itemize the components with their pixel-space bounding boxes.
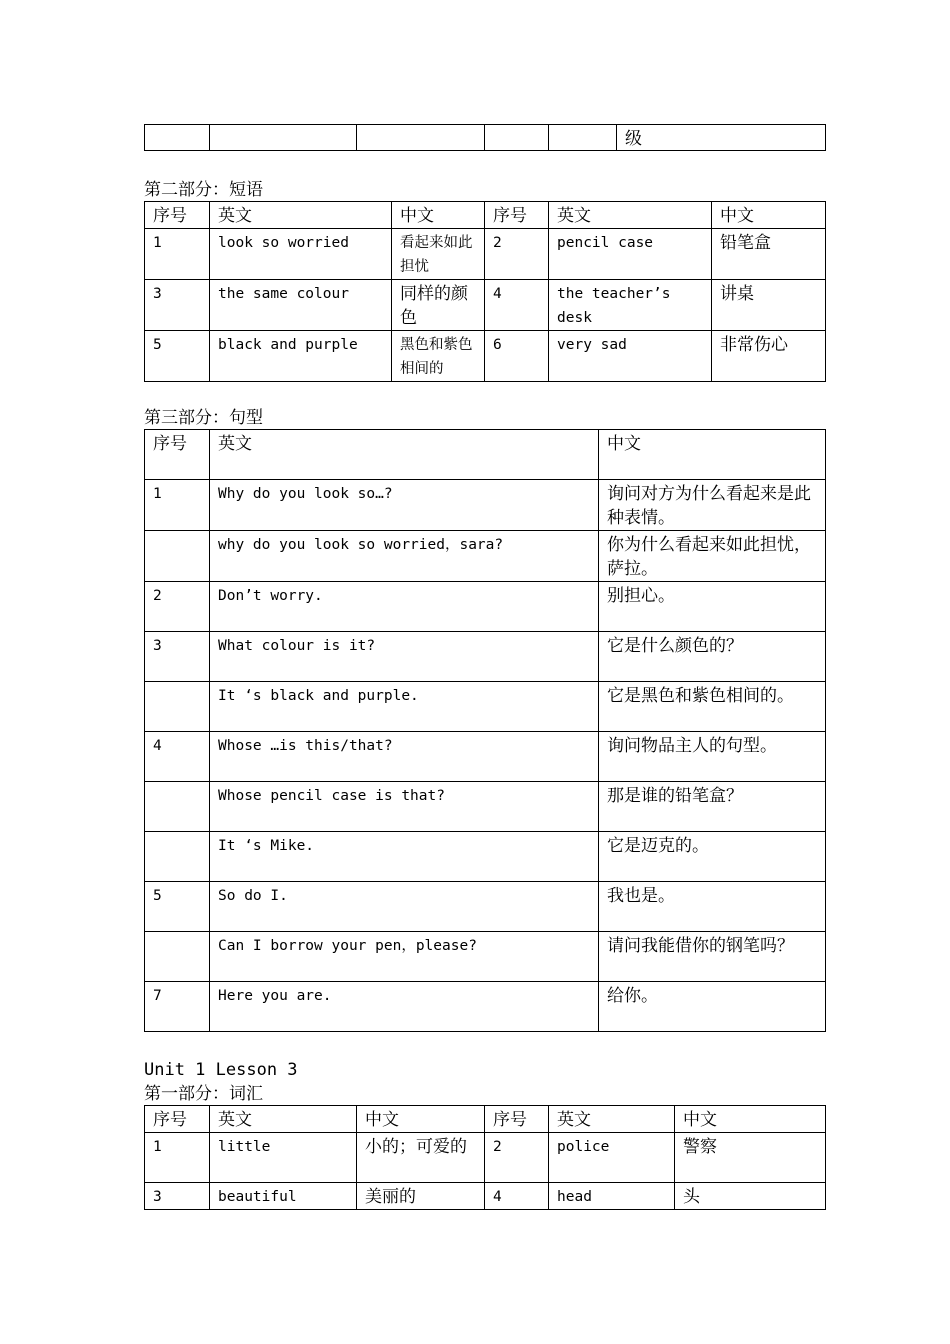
cell: 2 bbox=[485, 229, 549, 280]
cell: 头 bbox=[675, 1183, 826, 1210]
header-cell: 英文 bbox=[549, 202, 712, 229]
cell: Why do you look so…? bbox=[210, 480, 599, 531]
cell: 4 bbox=[485, 1183, 549, 1210]
header-cell: 序号 bbox=[485, 1106, 549, 1133]
cell: 4 bbox=[485, 280, 549, 331]
cell: Whose pencil case is that? bbox=[210, 782, 599, 832]
cell: 5 bbox=[145, 331, 210, 382]
cell: It ‘s Mike. bbox=[210, 832, 599, 882]
cell: the same colour bbox=[210, 280, 392, 331]
cell: 1 bbox=[145, 480, 210, 531]
cell: 它是黑色和紫色相间的。 bbox=[599, 682, 826, 732]
cell bbox=[145, 832, 210, 882]
cell: police bbox=[549, 1133, 675, 1183]
cell: What colour is it? bbox=[210, 632, 599, 682]
header-cell: 中文 bbox=[599, 430, 826, 480]
cell: little bbox=[210, 1133, 357, 1183]
cell: 5 bbox=[145, 882, 210, 932]
cell: 2 bbox=[145, 582, 210, 632]
cell: 同样的颜色 bbox=[392, 280, 485, 331]
cell: pencil case bbox=[549, 229, 712, 280]
cell: So do I. bbox=[210, 882, 599, 932]
cell: 你为什么看起来如此担忧，萨拉。 bbox=[599, 531, 826, 582]
header-cell: 中文 bbox=[392, 202, 485, 229]
cell: 看起来如此担忧 bbox=[392, 229, 485, 280]
cell: look so worried bbox=[210, 229, 392, 280]
table-row bbox=[145, 782, 826, 832]
cell: 铅笔盒 bbox=[712, 229, 826, 280]
cell bbox=[145, 682, 210, 732]
cell: head bbox=[549, 1183, 675, 1210]
cell: 别担心。 bbox=[599, 582, 826, 632]
cell: 询问物品主人的句型。 bbox=[599, 732, 826, 782]
header-cell: 序号 bbox=[145, 430, 210, 480]
phrases-table bbox=[144, 201, 826, 382]
table-row bbox=[145, 331, 826, 382]
header-cell: 序号 bbox=[485, 202, 549, 229]
table-row bbox=[145, 1183, 826, 1210]
cell bbox=[357, 125, 485, 151]
cell: It ‘s black and purple. bbox=[210, 682, 599, 732]
header-cell: 英文 bbox=[210, 1106, 357, 1133]
top-fragment-table bbox=[144, 124, 826, 151]
table-row bbox=[145, 732, 826, 782]
cell: 小的；可爱的 bbox=[357, 1133, 485, 1183]
header-cell: 序号 bbox=[145, 1106, 210, 1133]
cell: 3 bbox=[145, 1183, 210, 1210]
cell: the teacher’s desk bbox=[549, 280, 712, 331]
cell: 我也是。 bbox=[599, 882, 826, 932]
table-row bbox=[145, 480, 826, 531]
table-row bbox=[145, 531, 826, 582]
table-row bbox=[145, 682, 826, 732]
cell: 给你。 bbox=[599, 982, 826, 1032]
table-row bbox=[145, 982, 826, 1032]
header-cell: 英文 bbox=[210, 430, 599, 480]
cell: 2 bbox=[485, 1133, 549, 1183]
cell: black and purple bbox=[210, 331, 392, 382]
cell: 询问对方为什么看起来是此种表情。 bbox=[599, 480, 826, 531]
cell: 黑色和紫色相间的 bbox=[392, 331, 485, 382]
cell: very sad bbox=[549, 331, 712, 382]
cell bbox=[145, 531, 210, 582]
cell: 它是什么颜色的？ bbox=[599, 632, 826, 682]
table-row bbox=[145, 632, 826, 682]
cell: Whose …is this/that? bbox=[210, 732, 599, 782]
cell: 非常伤心 bbox=[712, 331, 826, 382]
cell: 讲桌 bbox=[712, 280, 826, 331]
table-row bbox=[145, 932, 826, 982]
cell: 1 bbox=[145, 229, 210, 280]
cell: Can I borrow your pen，please? bbox=[210, 932, 599, 982]
section2-title: 第二部分：短语 bbox=[144, 180, 263, 200]
cell bbox=[145, 932, 210, 982]
cell: why do you look so worried，sara? bbox=[210, 531, 599, 582]
table-row bbox=[145, 280, 826, 331]
table-row bbox=[145, 229, 826, 280]
unit-heading: Unit 1 Lesson 3 bbox=[144, 1060, 298, 1080]
cell: 美丽的 bbox=[357, 1183, 485, 1210]
cell: 4 bbox=[145, 732, 210, 782]
vocabulary-table bbox=[144, 1105, 826, 1210]
cell: beautiful bbox=[210, 1183, 357, 1210]
cell: 警察 bbox=[675, 1133, 826, 1183]
cell bbox=[549, 125, 617, 151]
table-row bbox=[145, 832, 826, 882]
cell bbox=[145, 125, 210, 151]
cell: 那是谁的铅笔盒？ bbox=[599, 782, 826, 832]
header-cell: 序号 bbox=[145, 202, 210, 229]
header-cell: 英文 bbox=[210, 202, 392, 229]
header-cell: 中文 bbox=[357, 1106, 485, 1133]
cell: 6 bbox=[485, 331, 549, 382]
table-row bbox=[145, 1133, 826, 1183]
cell: 7 bbox=[145, 982, 210, 1032]
section3-title: 第三部分：句型 bbox=[144, 408, 263, 428]
cell: 1 bbox=[145, 1133, 210, 1183]
cell: 3 bbox=[145, 632, 210, 682]
cell: 3 bbox=[145, 280, 210, 331]
cell: 请问我能借你的钢笔吗？ bbox=[599, 932, 826, 982]
table-row bbox=[145, 882, 826, 932]
cell bbox=[485, 125, 549, 151]
header-cell: 英文 bbox=[549, 1106, 675, 1133]
table-row bbox=[145, 582, 826, 632]
cell bbox=[145, 782, 210, 832]
header-cell: 中文 bbox=[675, 1106, 826, 1133]
cell: Don’t worry. bbox=[210, 582, 599, 632]
cell: 它是迈克的。 bbox=[599, 832, 826, 882]
cell: Here you are. bbox=[210, 982, 599, 1032]
cell: 级 bbox=[617, 125, 826, 151]
sentences-table bbox=[144, 429, 826, 1032]
header-cell: 中文 bbox=[712, 202, 826, 229]
cell bbox=[210, 125, 357, 151]
section1-title: 第一部分：词汇 bbox=[144, 1084, 263, 1104]
